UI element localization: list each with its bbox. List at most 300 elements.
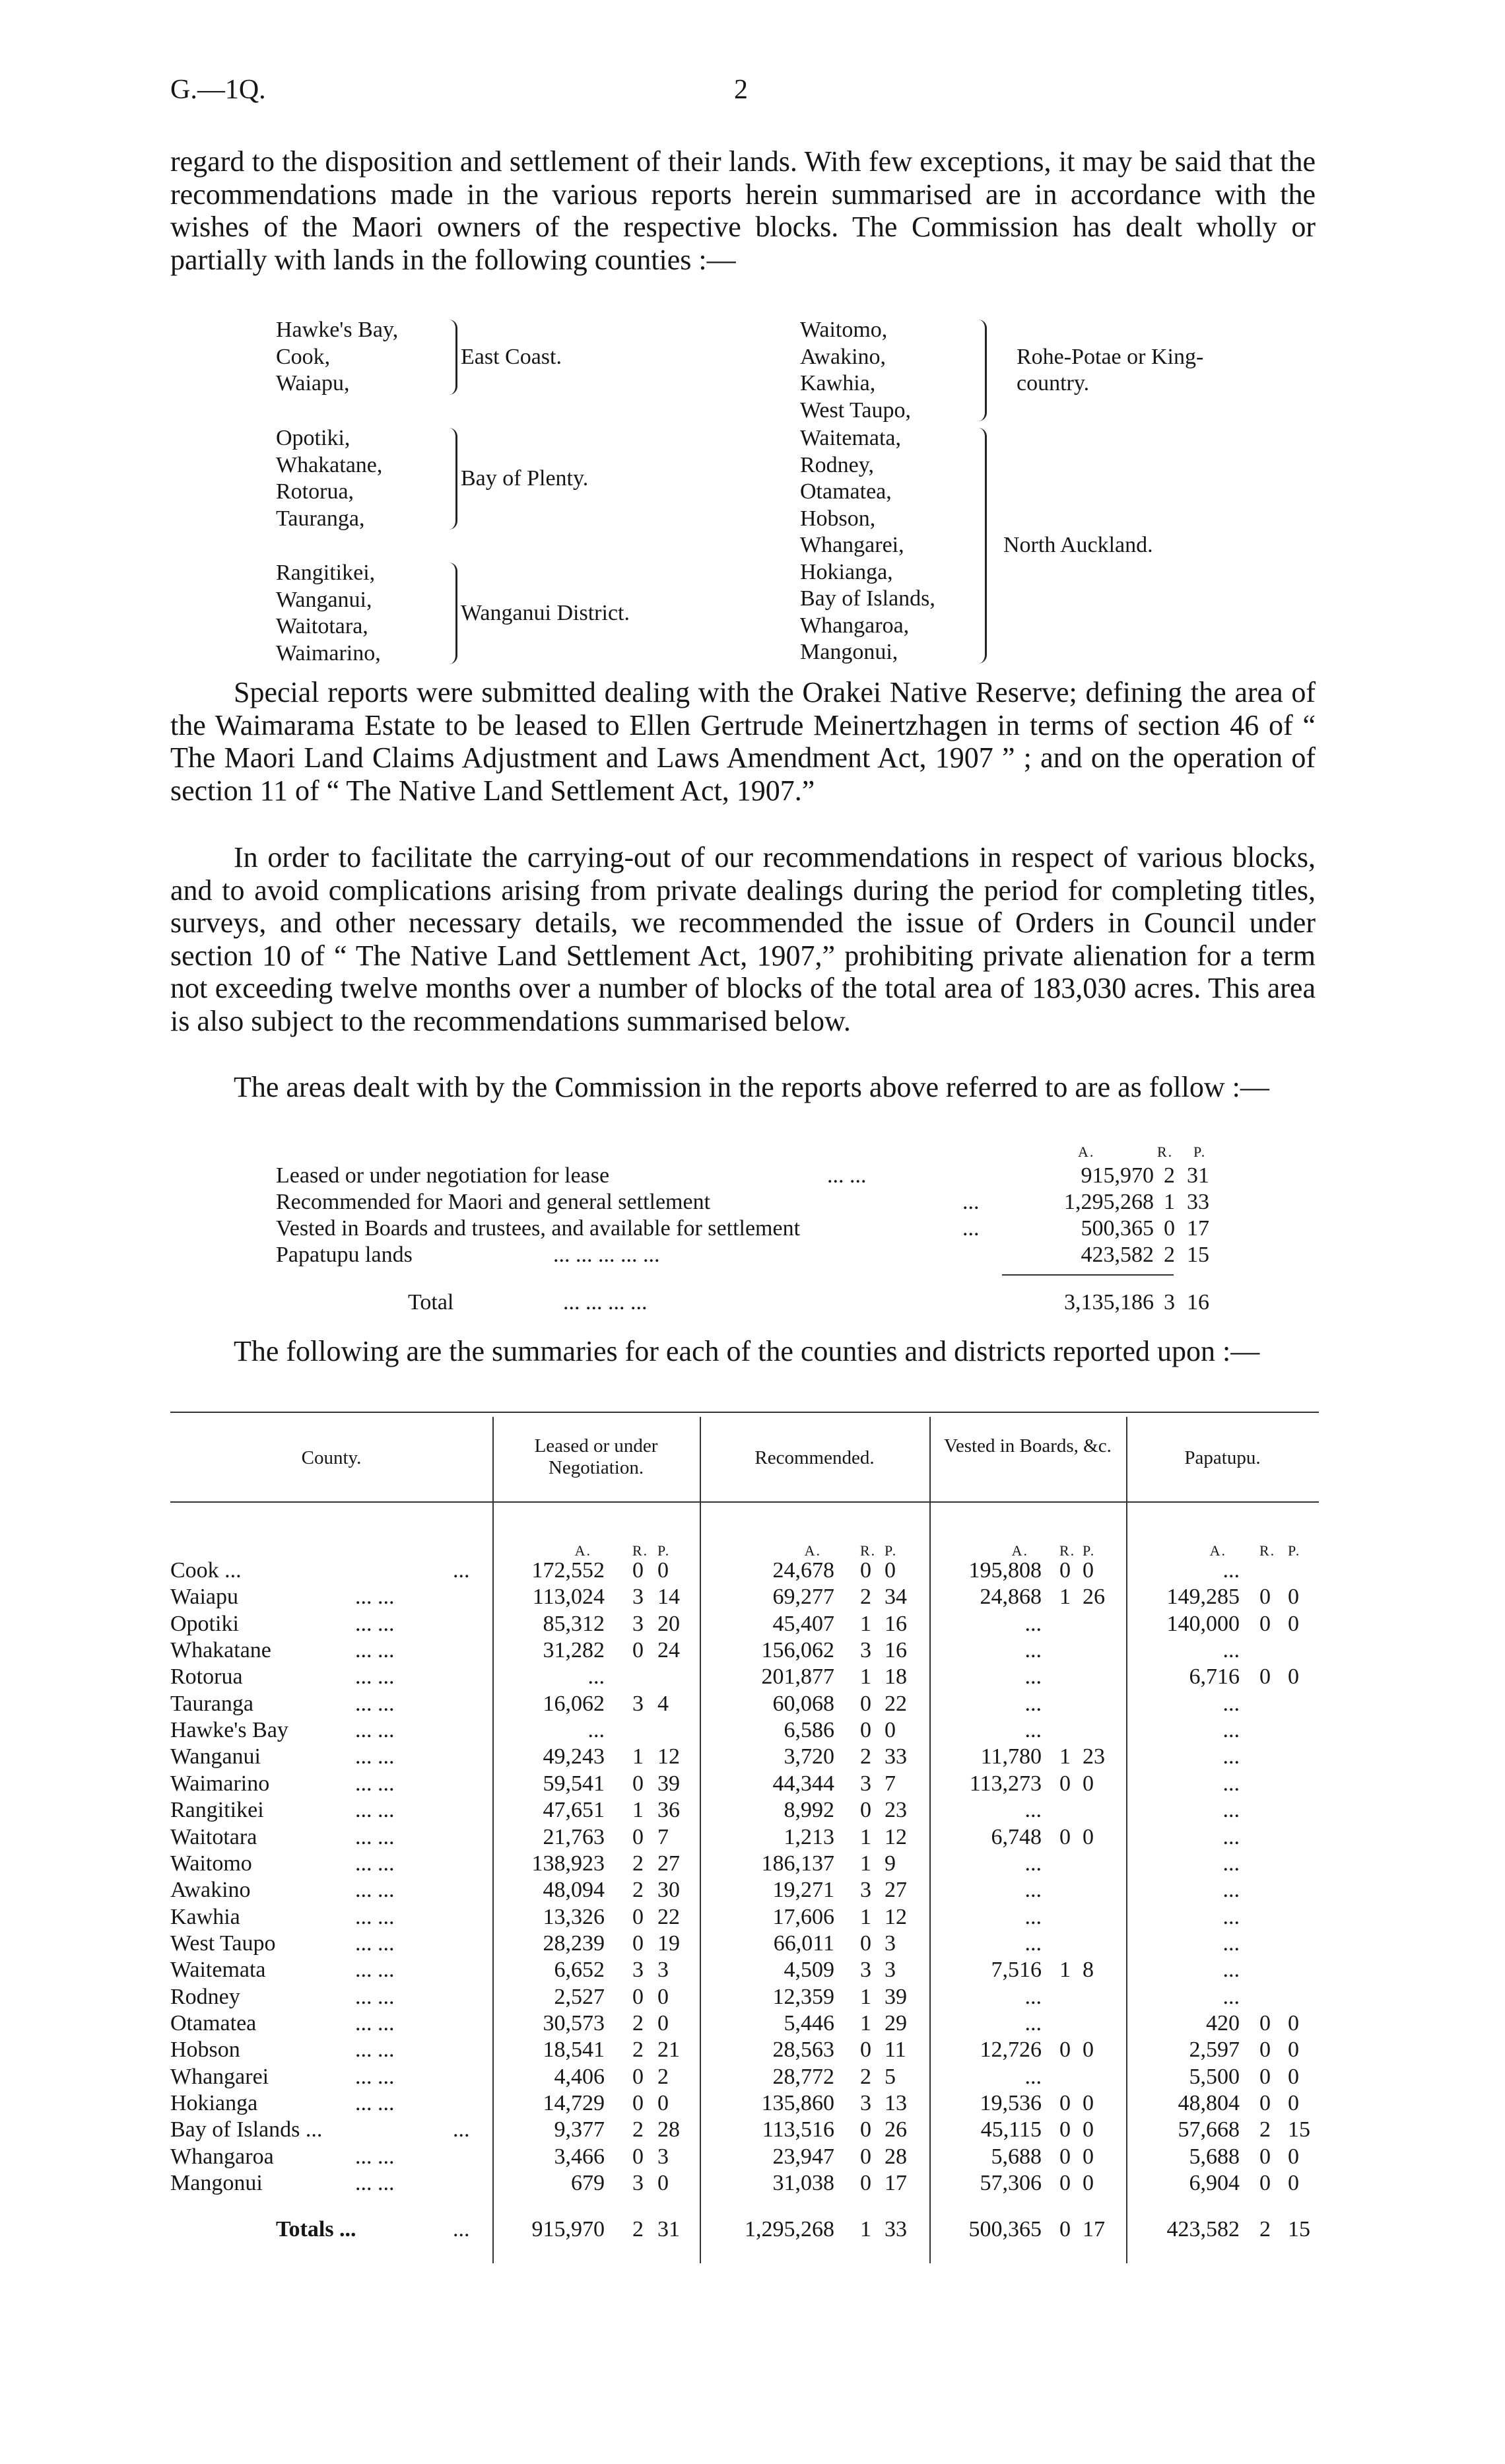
perches-cell: 26 <box>885 2117 907 2142</box>
roods-cell: 3 <box>860 1958 871 1983</box>
county-name: Waitotara, <box>276 614 368 638</box>
roods-cell: 2 <box>632 2037 644 2063</box>
roods-cell: 0 <box>860 1718 871 1743</box>
county-name: West Taupo, <box>800 397 912 423</box>
area-row <box>276 1163 1319 1190</box>
county-cell: Rotorua <box>170 1664 243 1690</box>
perches-cell: 29 <box>885 2010 907 2036</box>
perches-cell: 34 <box>885 1585 907 1610</box>
roods-cell: 0 <box>860 2117 871 2142</box>
unit-perches: P. <box>885 1542 898 1559</box>
acres-cell: 28,239 <box>543 1931 605 1956</box>
leader-dots: ... ... <box>355 1904 395 1929</box>
county-name: Hawke's Bay, <box>276 318 399 342</box>
grouping-brace <box>978 428 987 664</box>
acres-cell: 14,729 <box>543 2091 605 2115</box>
unit-acres: A. <box>574 1542 591 1559</box>
roods-cell: 0 <box>1059 2117 1071 2142</box>
county-name: Waitemata, <box>800 426 902 450</box>
header-leased: Leased or under Negotiation. <box>534 1435 658 1478</box>
total-roods: 2 <box>632 2217 644 2242</box>
unit-roods: R. <box>1157 1144 1174 1160</box>
roods-cell: 0 <box>1059 2091 1071 2115</box>
acres-cell: 420 <box>1206 2010 1240 2036</box>
roods-cell: 3 <box>632 1611 644 1636</box>
empty-cell: ... <box>1222 1931 1240 1956</box>
perches-cell: 5 <box>885 2064 896 2089</box>
leader-dots: ... ... <box>355 2171 395 2196</box>
leader-dots: ... ... <box>355 1851 395 1876</box>
leader-dots: ... <box>453 1558 470 1583</box>
county-cell: Mangonui <box>170 2171 263 2196</box>
perches-cell: 0 <box>1083 2037 1094 2063</box>
area-roods: 2 <box>1164 1163 1175 1188</box>
perches-cell: 27 <box>885 1878 907 1903</box>
perches-cell: 0 <box>1288 2171 1299 2196</box>
area-roods: 2 <box>1164 1243 1175 1267</box>
roods-cell: 0 <box>1259 2037 1271 2063</box>
roods-cell: 0 <box>632 1638 644 1663</box>
roods-cell: 0 <box>1259 1585 1271 1610</box>
acres-cell: 6,652 <box>554 1958 605 1983</box>
unit-perches: P. <box>657 1542 671 1559</box>
unit-acres: A. <box>804 1542 821 1559</box>
total-perches: 33 <box>885 2217 907 2242</box>
acres-cell: 48,804 <box>1178 2091 1240 2115</box>
leader-dots: ... ... <box>355 1771 395 1796</box>
district-label: Bay of Plenty. <box>461 465 589 491</box>
areas-total-dots: ... ... ... ... <box>563 1290 648 1315</box>
perches-cell: 33 <box>885 1744 907 1769</box>
county-name: Hobson, <box>800 506 876 531</box>
unit-acres: A. <box>1078 1144 1095 1160</box>
district-label: Wanganui District. <box>461 600 630 625</box>
acres-cell: 4,509 <box>784 1958 834 1983</box>
page-number: 2 <box>734 75 748 105</box>
roods-cell: 0 <box>1059 1558 1071 1583</box>
leader-dots: ... ... <box>355 1878 395 1903</box>
area-perches: 17 <box>1187 1216 1209 1241</box>
total-rule <box>1002 1274 1174 1276</box>
area-acres: 500,365 <box>1081 1216 1154 1241</box>
roods-cell: 1 <box>632 1798 644 1823</box>
empty-cell: ... <box>1222 1904 1240 1929</box>
empty-cell: ... <box>1222 1851 1240 1876</box>
perches-cell: 30 <box>657 1878 680 1903</box>
roods-cell: 0 <box>1259 1664 1271 1690</box>
perches-cell: 23 <box>1083 1744 1105 1769</box>
leader-dots: ... ... <box>355 1824 395 1849</box>
perches-cell: 28 <box>657 2117 680 2142</box>
roods-cell: 0 <box>1059 2037 1071 2063</box>
county-name: Awakino, <box>800 344 886 369</box>
empty-cell: ... <box>587 1664 605 1690</box>
acres-cell: 85,312 <box>543 1611 605 1636</box>
table-row <box>170 1744 1490 1771</box>
acres-cell: 6,716 <box>1189 1664 1240 1690</box>
areas-intro-paragraph: The areas dealt with by the Commission in the reports above referred to are as follow :— <box>234 1071 1269 1103</box>
roods-cell: 2 <box>1259 2117 1271 2142</box>
county-cell: Awakino <box>170 1878 251 1903</box>
county-group <box>800 425 935 666</box>
acres-cell: 23,947 <box>772 2144 834 2169</box>
roods-cell: 0 <box>1259 1611 1271 1636</box>
perches-cell: 12 <box>657 1744 680 1769</box>
perches-cell: 2 <box>657 2064 669 2089</box>
table-row <box>170 1825 1490 1851</box>
roods-cell: 1 <box>860 1851 871 1876</box>
county-summary-table <box>170 1412 1319 2270</box>
county-name: Kawhia, <box>800 371 876 395</box>
acres-cell: 24,678 <box>772 1558 834 1583</box>
perches-cell: 0 <box>657 2171 669 2196</box>
district-label: Rohe-Potae or King-country. <box>1017 344 1204 395</box>
areas-summary <box>276 1144 1319 1322</box>
roods-cell: 0 <box>1259 2010 1271 2036</box>
acres-cell: 66,011 <box>773 1931 834 1956</box>
roods-cell: 1 <box>1059 1744 1071 1769</box>
roods-cell: 1 <box>860 2010 871 2036</box>
orders-in-council-paragraph: In order to facilitate the carrying-out of our recommendations in respect of various blocks, and to avoid complications arising from private dealings during the period for completing titles, surveys, and other necessary details, we recommended the issue of Orders in Council under section 10 of “ The Native Land Settlement Act, 1907,” prohibiting private alienation for a term not exceeding twelve months over a number of blocks of the total area of 183,030 acres. This area is also subject to the recommendations summarised below. <box>170 841 1316 1037</box>
perches-cell: 19 <box>657 1931 680 1956</box>
county-cell: Hokianga <box>170 2091 258 2115</box>
leader-dots: ... ... <box>355 2037 395 2063</box>
county-name: Waimarino, <box>276 640 381 666</box>
county-cell: Bay of Islands ... <box>170 2117 323 2142</box>
leader-dots: ... ... <box>355 2144 395 2169</box>
county-name: Bay of Islands, <box>800 586 935 611</box>
area-label: Papatupu lands <box>276 1243 413 1267</box>
empty-cell: ... <box>1222 1984 1240 2009</box>
leader-dots: ... ... <box>355 1664 395 1690</box>
leader-dots: ... ... <box>355 1585 395 1610</box>
acres-cell: 47,651 <box>543 1798 605 1823</box>
county-cell: Waitemata <box>170 1958 266 1983</box>
acres-cell: 5,446 <box>784 2010 834 2036</box>
area-perches: 15 <box>1187 1243 1209 1267</box>
county-group <box>276 560 381 667</box>
acres-cell: 45,407 <box>772 1611 834 1636</box>
roods-cell: 0 <box>1259 2171 1271 2196</box>
county-cell: Whangaroa <box>170 2144 274 2169</box>
table-row <box>170 1851 1490 1878</box>
roods-cell: 2 <box>860 1585 871 1610</box>
county-cell: Tauranga <box>170 1691 253 1716</box>
area-roods: 1 <box>1164 1190 1175 1214</box>
empty-cell: ... <box>1222 1878 1240 1903</box>
county-name: Waitomo, <box>800 318 888 342</box>
total-roods: 1 <box>860 2217 871 2242</box>
perches-cell: 0 <box>657 2091 669 2115</box>
leader-dots: ... ... <box>355 1638 395 1663</box>
table-row <box>170 1692 1490 1718</box>
roods-cell: 1 <box>860 1824 871 1849</box>
perches-cell: 0 <box>657 1558 669 1583</box>
district-label: East Coast. <box>461 344 562 369</box>
acres-cell: 186,137 <box>761 1851 834 1876</box>
county-cell: Whangarei <box>170 2064 269 2089</box>
leader-dots: ... ... <box>355 1718 395 1743</box>
acres-cell: 69,277 <box>772 1585 834 1610</box>
county-name: Hokianga, <box>800 559 893 584</box>
area-perches: 31 <box>1187 1163 1209 1188</box>
perches-cell: 20 <box>657 1611 680 1636</box>
area-perches: 33 <box>1187 1190 1209 1214</box>
acres-cell: 60,068 <box>772 1691 834 1716</box>
county-name: Mangonui, <box>800 640 898 664</box>
empty-cell: ... <box>1024 2010 1042 2036</box>
county-cell: Hobson <box>170 2037 240 2063</box>
acres-cell: 3,720 <box>784 1744 834 1769</box>
perches-cell: 0 <box>1288 2037 1299 2063</box>
total-roods: 0 <box>1059 2217 1071 2242</box>
document-reference: G.—1Q. <box>170 75 266 105</box>
perches-cell: 0 <box>885 1558 896 1583</box>
roods-cell: 2 <box>632 1878 644 1903</box>
table-row <box>170 1958 1490 1984</box>
empty-cell: ... <box>1024 1904 1042 1929</box>
county-cell: Kawhia <box>170 1904 240 1929</box>
unit-perches: P. <box>1193 1144 1207 1160</box>
leader-dots: ... ... <box>827 1163 867 1188</box>
unit-roods: R. <box>632 1542 649 1559</box>
roods-cell: 0 <box>860 1691 871 1716</box>
leader-dots: ... ... <box>355 1984 395 2009</box>
acres-cell: 5,688 <box>1189 2144 1240 2169</box>
acres-cell: 12,359 <box>772 1984 834 2009</box>
leader-dots: ... <box>453 2117 470 2142</box>
acres-cell: 28,563 <box>772 2037 834 2063</box>
roods-cell: 0 <box>632 1771 644 1796</box>
perches-cell: 39 <box>657 1771 680 1796</box>
acres-cell: 4,406 <box>554 2064 605 2089</box>
table-row <box>170 2091 1490 2117</box>
table-row <box>170 1718 1490 1744</box>
acres-cell: 113,273 <box>969 1771 1042 1796</box>
acres-cell: 57,668 <box>1178 2117 1240 2142</box>
unit-perches: P. <box>1083 1542 1096 1559</box>
county-cell: Whakatane <box>170 1638 271 1663</box>
perches-cell: 0 <box>1083 1771 1094 1796</box>
acres-cell: 19,271 <box>772 1878 834 1903</box>
county-name: Otamatea, <box>800 479 892 504</box>
empty-cell: ... <box>1024 1691 1042 1716</box>
acres-cell: 45,115 <box>980 2117 1042 2142</box>
acres-cell: 12,726 <box>980 2037 1042 2063</box>
empty-cell: ... <box>1024 1664 1042 1690</box>
perches-cell: 0 <box>1083 2144 1094 2169</box>
county-cell: Wanganui <box>170 1744 261 1769</box>
unit-acres: A. <box>1011 1542 1028 1559</box>
perches-cell: 16 <box>885 1638 907 1663</box>
roods-cell: 0 <box>1059 1771 1071 1796</box>
county-name: Waiapu, <box>276 371 350 395</box>
table-row <box>170 1612 1490 1638</box>
table-row <box>170 1905 1490 1931</box>
county-cell: West Taupo <box>170 1931 276 1956</box>
county-group <box>276 317 398 397</box>
perches-cell: 0 <box>1288 2010 1299 2036</box>
perches-cell: 11 <box>885 2037 906 2063</box>
county-name: Tauranga, <box>276 506 365 531</box>
acres-cell: 21,763 <box>543 1824 605 1849</box>
perches-cell: 0 <box>657 2010 669 2036</box>
acres-cell: 195,808 <box>968 1558 1042 1583</box>
roods-cell: 0 <box>860 1558 871 1583</box>
leader-dots: ... ... <box>355 1798 395 1823</box>
grouping-brace <box>449 563 457 664</box>
areas-units-row <box>276 1144 1319 1161</box>
roods-cell: 2 <box>632 2010 644 2036</box>
roods-cell: 3 <box>860 1638 871 1663</box>
leader-dots: ... ... <box>355 1611 395 1636</box>
area-row <box>276 1190 1319 1216</box>
perches-cell: 0 <box>1288 2091 1299 2115</box>
county-name: Whangaroa, <box>800 613 910 638</box>
areas-total-row <box>276 1290 1319 1317</box>
acres-cell: 24,868 <box>980 1585 1042 1610</box>
acres-cell: 5,500 <box>1189 2064 1240 2089</box>
special-reports-paragraph: Special reports were submitted dealing with the Orakei Native Reserve; defining the area of the Waimarama Estate to be leased to Ellen Gertrude Meinertzhagen in terms of section 46 of “ The Maori Land Claims Adjustment and Laws Amendment Act, 1907 ” ; and on the operation of section 11 of “ The Native Land Settlement Act, 1907.” <box>170 676 1316 807</box>
perches-cell: 3 <box>885 1958 896 1983</box>
roods-cell: 2 <box>860 1744 871 1769</box>
county-cell: Waitomo <box>170 1851 252 1876</box>
roods-cell: 3 <box>632 1691 644 1716</box>
perches-cell: 3 <box>657 2144 669 2169</box>
unit-roods: R. <box>1059 1542 1076 1559</box>
acres-cell: 679 <box>571 2171 605 2196</box>
leader-dots: ... ... <box>355 2010 395 2036</box>
county-name: Whangarei, <box>800 533 904 557</box>
acres-cell: 5,688 <box>991 2144 1042 2169</box>
area-row <box>276 1216 1319 1243</box>
acres-cell: 6,904 <box>1189 2171 1240 2196</box>
county-name: Wanganui, <box>276 587 372 612</box>
county-cell: Hawke's Bay <box>170 1718 288 1743</box>
empty-cell: ... <box>1024 1718 1042 1743</box>
roods-cell: 1 <box>860 1664 871 1690</box>
total-acres: 1,295,268 <box>745 2217 834 2242</box>
county-cell: Opotiki <box>170 1611 239 1636</box>
table-row <box>170 2037 1490 2064</box>
table-row <box>170 2117 1490 2144</box>
acres-cell: 113,516 <box>762 2117 834 2142</box>
roods-cell: 1 <box>632 1744 644 1769</box>
perches-cell: 0 <box>1288 1611 1299 1636</box>
roods-cell: 1 <box>860 1611 871 1636</box>
empty-cell: ... <box>1222 1718 1240 1743</box>
grouping-brace <box>449 428 457 530</box>
roods-cell: 0 <box>632 1904 644 1929</box>
perches-cell: 0 <box>657 1984 669 2009</box>
perches-cell: 18 <box>885 1664 907 1690</box>
perches-cell: 26 <box>1083 1585 1105 1610</box>
county-cell: Waiapu <box>170 1585 238 1610</box>
roods-cell: 0 <box>1059 2144 1071 2169</box>
area-label: Recommended for Maori and general settlement <box>276 1190 711 1214</box>
empty-cell: ... <box>1222 1638 1240 1663</box>
acres-cell: 59,541 <box>543 1771 605 1796</box>
area-roods: 0 <box>1164 1216 1175 1241</box>
acres-cell: 149,285 <box>1166 1585 1240 1610</box>
perches-cell: 16 <box>885 1611 907 1636</box>
perches-cell: 0 <box>1083 1558 1094 1583</box>
perches-cell: 3 <box>657 1958 669 1983</box>
perches-cell: 3 <box>885 1931 896 1956</box>
empty-cell: ... <box>1222 1771 1240 1796</box>
roods-cell: 0 <box>1259 2064 1271 2089</box>
acres-cell: 31,282 <box>543 1638 605 1663</box>
acres-cell: 11,780 <box>980 1744 1042 1769</box>
perches-cell: 28 <box>885 2144 907 2169</box>
area-label: Vested in Boards and trustees, and available for settlement <box>276 1216 801 1241</box>
acres-cell: 31,038 <box>772 2171 834 2196</box>
acres-cell: 17,606 <box>772 1904 834 1929</box>
roods-cell: 3 <box>632 1958 644 1983</box>
unit-acres: A. <box>1209 1542 1226 1559</box>
header-recommended: Recommended. <box>754 1447 875 1468</box>
table-row <box>170 1878 1490 1904</box>
empty-cell: ... <box>1222 1798 1240 1823</box>
perches-cell: 8 <box>1083 1958 1094 1983</box>
roods-cell: 3 <box>860 1878 871 1903</box>
county-cell: Cook ... <box>170 1558 242 1583</box>
unit-perches: P. <box>1288 1542 1301 1559</box>
roods-cell: 0 <box>860 1931 871 1956</box>
acres-cell: 138,923 <box>531 1851 605 1876</box>
roods-cell: 0 <box>860 2144 871 2169</box>
acres-cell: 1,213 <box>784 1824 834 1849</box>
acres-cell: 6,748 <box>991 1824 1042 1849</box>
roods-cell: 0 <box>1059 1824 1071 1849</box>
totals-label: Totals ... <box>276 2217 356 2242</box>
roods-cell: 3 <box>632 2171 644 2196</box>
roods-cell: 0 <box>1259 2091 1271 2115</box>
table-row <box>170 2144 1490 2171</box>
leader-dots: ... ... <box>355 1931 395 1956</box>
acres-cell: 57,306 <box>980 2171 1042 2196</box>
perches-cell: 0 <box>885 1718 896 1743</box>
empty-cell: ... <box>1024 1931 1042 1956</box>
perches-cell: 22 <box>885 1691 907 1716</box>
perches-cell: 7 <box>885 1771 896 1796</box>
areas-total-acres: 3,135,186 <box>1064 1290 1154 1315</box>
perches-cell: 27 <box>657 1851 680 1876</box>
county-name: Cook, <box>276 344 331 369</box>
county-name: Rodney, <box>800 452 875 477</box>
unit-roods: R. <box>1259 1542 1276 1559</box>
perches-cell: 12 <box>885 1904 907 1929</box>
empty-cell: ... <box>1222 1744 1240 1769</box>
acres-cell: 3,466 <box>554 2144 605 2169</box>
total-perches: 31 <box>657 2217 680 2242</box>
leader-dots: ... <box>962 1216 980 1241</box>
acres-cell: 30,573 <box>543 2010 605 2036</box>
county-cell: Otamatea <box>170 2010 257 2036</box>
perches-cell: 0 <box>1288 2064 1299 2089</box>
leader-dots: ... <box>453 2217 470 2242</box>
perches-cell: 0 <box>1083 2171 1094 2196</box>
empty-cell: ... <box>1222 1691 1240 1716</box>
empty-cell: ... <box>1024 1798 1042 1823</box>
county-group <box>276 425 382 532</box>
table-row <box>170 1638 1490 1664</box>
roods-cell: 0 <box>1259 2144 1271 2169</box>
roods-cell: 3 <box>860 2091 871 2115</box>
roods-cell: 0 <box>632 2064 644 2089</box>
areas-total-label: Total <box>408 1290 454 1315</box>
perches-cell: 9 <box>885 1851 896 1876</box>
